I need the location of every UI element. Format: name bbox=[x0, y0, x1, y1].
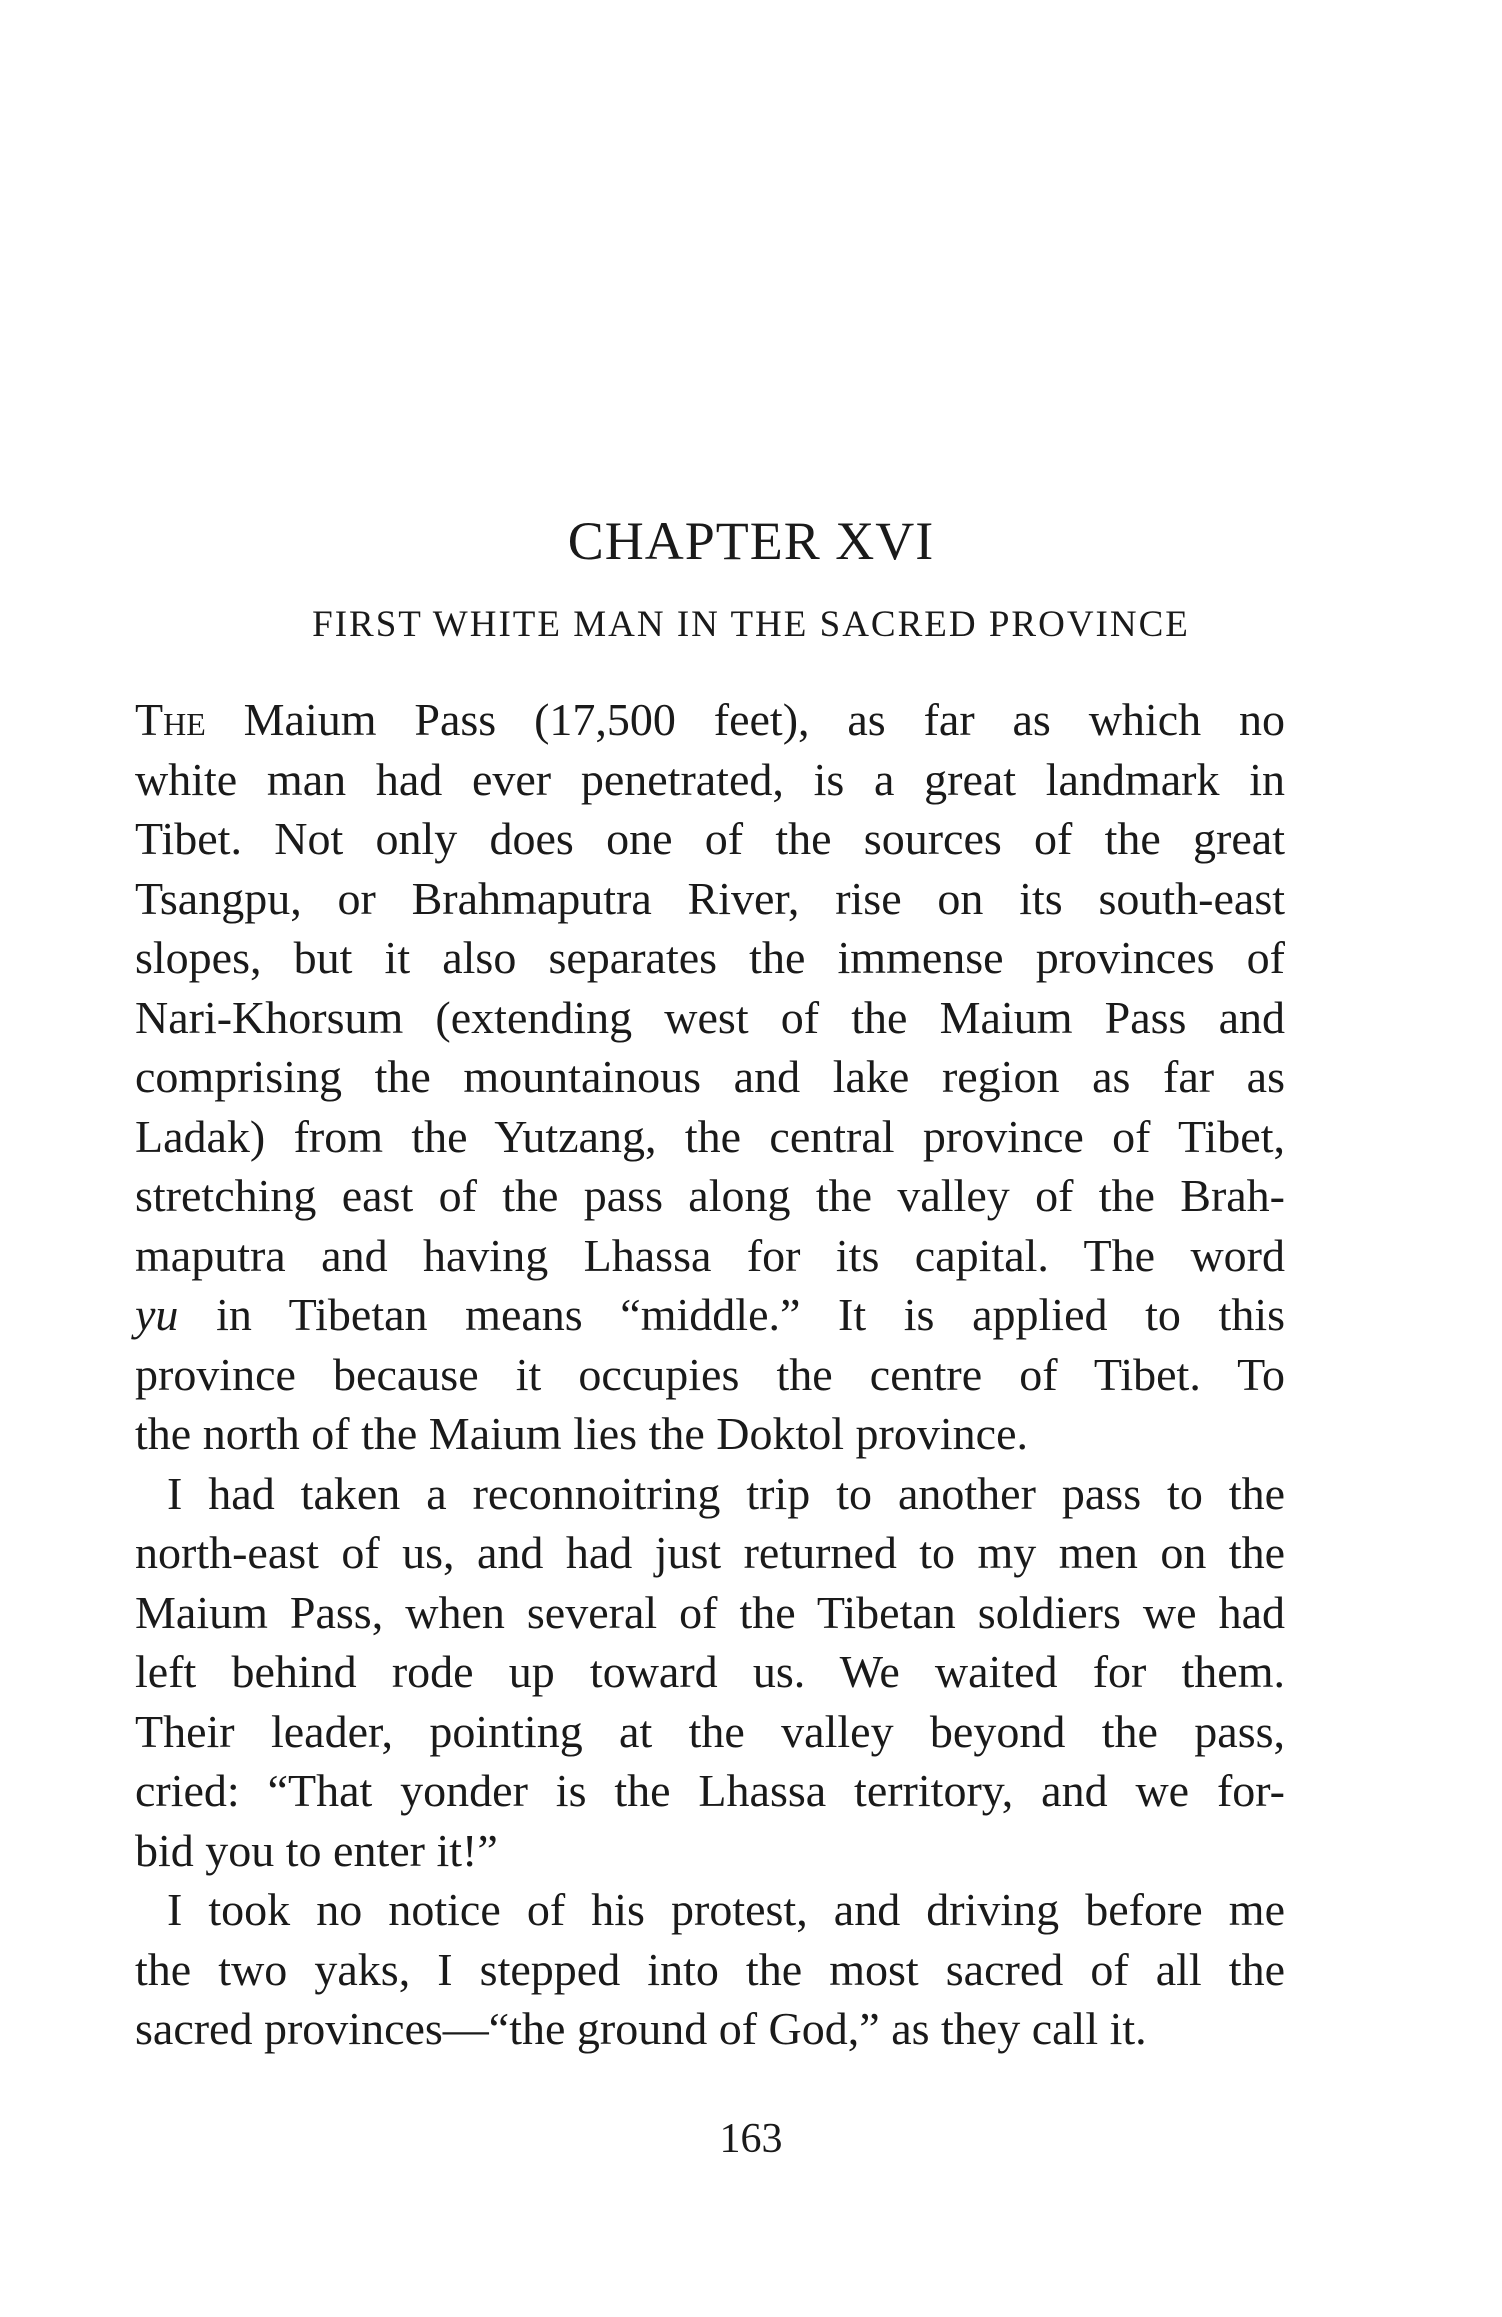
lead-word: The bbox=[135, 694, 206, 745]
paragraph-3 bbox=[135, 1880, 1285, 2059]
page-number: 163 bbox=[719, 2116, 783, 2162]
text-line: white man had ever penetrated, is a great landmark in bbox=[135, 753, 1285, 805]
text-line: slopes, but it also separates the immense provinces of bbox=[135, 932, 1285, 983]
text-line: stretching east of the pass along the valley of the Brah- bbox=[135, 1170, 1285, 1221]
text-line: Tibet. Not only does one of the sources of the great bbox=[135, 813, 1285, 864]
text-line: I had taken a reconnoitring trip to another pass to the bbox=[167, 1467, 1285, 1519]
text-line: sacred provinces—“the ground of God,” as they call it. bbox=[135, 2003, 1147, 2054]
paragraph-2 bbox=[135, 1464, 1285, 1881]
text-line: north-east of us, and had just returned to my men on the bbox=[135, 1527, 1285, 1578]
paragraph-1 bbox=[135, 690, 1285, 1464]
text-line: province because it occupies the centre of Tibet. To bbox=[135, 1348, 1285, 1400]
body-text bbox=[135, 690, 1285, 2059]
text-line: bid you to enter it!” bbox=[135, 1824, 498, 1876]
text-line: comprising the mountainous and lake region as far as bbox=[135, 1051, 1285, 1102]
italic-word: yu bbox=[135, 1289, 179, 1340]
text-line: Their leader, pointing at the valley beyond the pass, bbox=[135, 1705, 1285, 1757]
text-line: Ladak) from the Yutzang, the central province of Tibet, bbox=[135, 1110, 1285, 1162]
text-line: left behind rode up toward us. We waited for them. bbox=[135, 1646, 1285, 1697]
text-line: the north of the Maium lies the Doktol province. bbox=[135, 1408, 1028, 1459]
text-line: cried: “That yonder is the Lhassa territory, and we for- bbox=[135, 1765, 1285, 1816]
text-line: Maium Pass, when several of the Tibetan soldiers we had bbox=[135, 1586, 1285, 1638]
text-line: I took no notice of his protest, and driving before me bbox=[167, 1884, 1285, 1935]
text-line: Tsangpu, or Brahmaputra River, rise on its south-east bbox=[135, 872, 1285, 924]
text-line: Nari-Khorsum (extending west of the Maium Pass and bbox=[135, 991, 1285, 1043]
text-line: maputra and having Lhassa for its capital. The word bbox=[135, 1229, 1285, 1281]
chapter-number: CHAPTER XVI bbox=[567, 511, 935, 571]
chapter-title: FIRST WHITE MAN IN THE SACRED PROVINCE bbox=[312, 604, 1190, 645]
text-line: yu in Tibetan means “middle.” It is applied to this bbox=[135, 1289, 1285, 1340]
text-line: The Maium Pass (17,500 feet), as far as which no bbox=[135, 694, 1285, 745]
text-line: the two yaks, I stepped into the most sacred of all the bbox=[135, 1943, 1285, 1995]
